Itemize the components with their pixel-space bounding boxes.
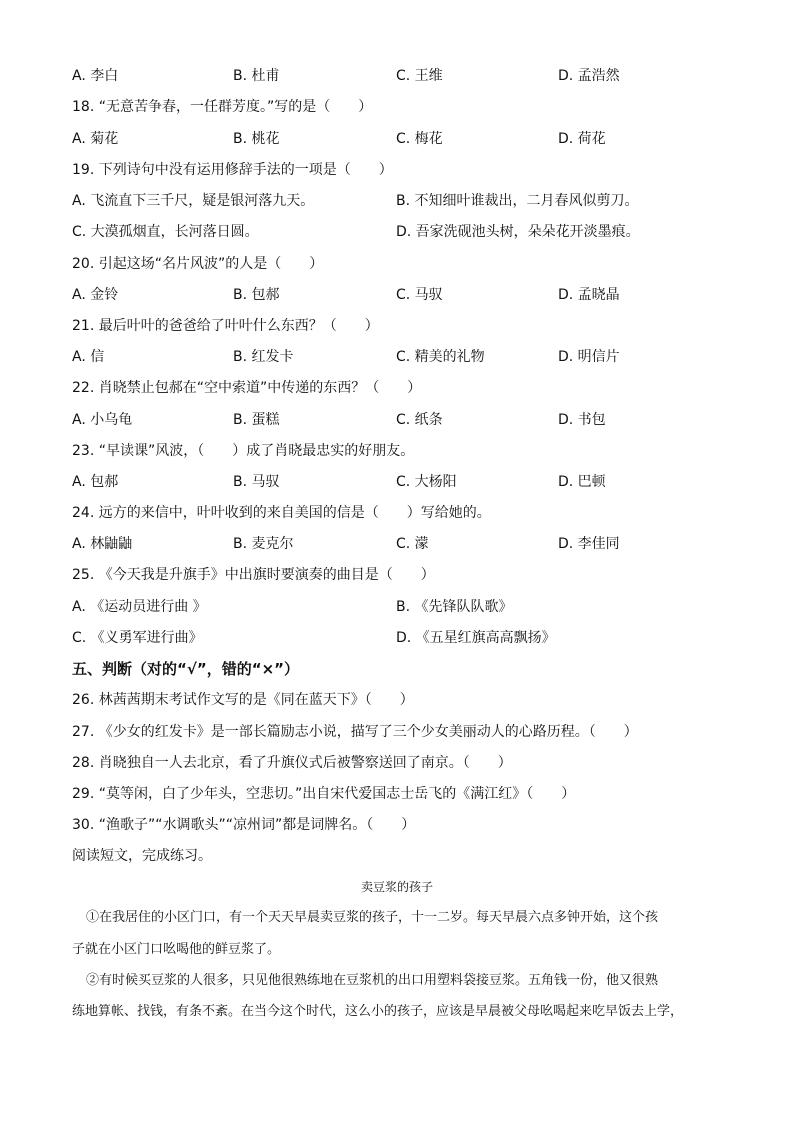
option-c: C. 《义勇军进行曲》 [72,630,203,646]
judgment-item: 27. 《少女的红发卡》是一部长篇励志小说，描写了三个少女美丽动人的心路历程。（ ） [72,724,638,740]
option-d: D. 荷花 [558,131,606,147]
question-stem: 19. 下列诗句中没有运用修辞手法的一项是（ ） [72,162,393,178]
passage-title: 卖豆浆的孩子 [360,880,433,894]
option-c: C. 濛 [396,536,429,552]
option-a: A. 信 [72,349,105,365]
q17-option-b: B. 杜甫 [233,68,280,84]
option-a: A. 《运动员进行曲 》 [72,599,207,615]
option-b: B. 红发卡 [233,349,294,365]
q17-option-d: D. 孟浩然 [558,68,620,84]
passage-line: 练地算帐、找钱，有条不紊。在当今这个时代，这么小的孩子，应该是早晨被父母吆喝起来吃早饭去上学， [72,1004,684,1019]
option-d: D. 吾家洗砚池头树，朵朵花开淡墨痕。 [396,224,640,240]
passage-line: 子就在小区门口吆喝他的鲜豆浆了。 [72,942,281,957]
option-d: D. 《五星红旗高高飘扬》 [396,630,556,646]
question-stem: 22. 肖晓禁止包郝在“空中索道”中传递的东西？（ ） [72,380,422,396]
option-b: B. 《先锋队队歌》 [396,599,513,615]
question-stem: 25. 《今天我是升旗手》中出旗时要演奏的曲目是（ ） [72,567,435,583]
judgment-item: 26. 林茜茜期末考试作文写的是《同在蓝天下》（ ） [72,692,414,708]
option-b: B. 不知细叶谁裁出，二月春风似剪刀。 [396,193,639,209]
option-c: C. 精美的礼物 [396,349,485,365]
option-c: C. 梅花 [396,131,443,147]
question-stem: 24. 远方的来信中，叶叶收到的来自美国的信是（ ）写给她的。 [72,505,491,521]
question-stem: 20. 引起这场“名片风波”的人是（ ） [72,256,324,272]
option-d: D. 明信片 [558,349,620,365]
option-a: A. 小乌龟 [72,412,133,428]
option-b: B. 蛋糕 [233,412,280,428]
option-b: B. 桃花 [233,131,280,147]
option-c: C. 马驭 [396,287,443,303]
q17-option-c: C. 王维 [396,68,443,84]
question-stem: 18. “无意苦争春，一任群芳度。”写的是（ ） [72,99,373,115]
option-b: B. 马驭 [233,474,280,490]
option-d: D. 书包 [558,412,606,428]
option-c: C. 大漠孤烟直，长河落日圆。 [72,224,259,240]
option-a: A. 金铃 [72,287,119,303]
question-stem: 23. “早读课”风波，（ ）成了肖晓最忠实的好朋友。 [72,443,415,459]
reading-instruction: 阅读短文，完成练习。 [72,848,212,864]
option-a: A. 林鼬鼬 [72,536,133,552]
option-a: A. 包郝 [72,474,119,490]
passage-line: ①在我居住的小区门口，有一个天天早晨卖豆浆的孩子，十一二岁。每天早晨六点多钟开始，这个孩 [86,910,659,925]
option-d: D. 李佳同 [558,536,620,552]
option-a: A. 菊花 [72,131,119,147]
section-title: 五、判断（对的“√”，错的“×”） [72,660,300,678]
question-stem: 21. 最后叶叶的爸爸给了叶叶什么东西？（ ） [72,318,379,334]
judgment-item: 30. “渔歌子”“水调歌头”“凉州词”都是词牌名。（ ） [72,817,416,833]
judgment-item: 28. 肖晓独自一人去北京，看了升旗仪式后被警察送回了南京。（ ） [72,755,512,771]
option-d: D. 巴顿 [558,474,606,490]
judgment-item: 29. “莫等闲，白了少年头，空悲切。”出自宋代爱国志士岳飞的《满江红》（ ） [72,786,576,802]
passage-line: ②有时候买豆浆的人很多，只见他很熟练地在豆浆机的出口用塑料袋接豆浆。五角钱一份，他又很熟 [86,973,659,988]
option-b: B. 包郝 [233,287,280,303]
option-b: B. 麦克尔 [233,536,294,552]
q17-option-a: A. 李白 [72,68,119,84]
option-c: C. 大杨阳 [396,474,457,490]
option-d: D. 孟晓晶 [558,287,620,303]
option-c: C. 纸条 [396,412,443,428]
option-a: A. 飞流直下三千尺，疑是银河落九天。 [72,193,315,209]
